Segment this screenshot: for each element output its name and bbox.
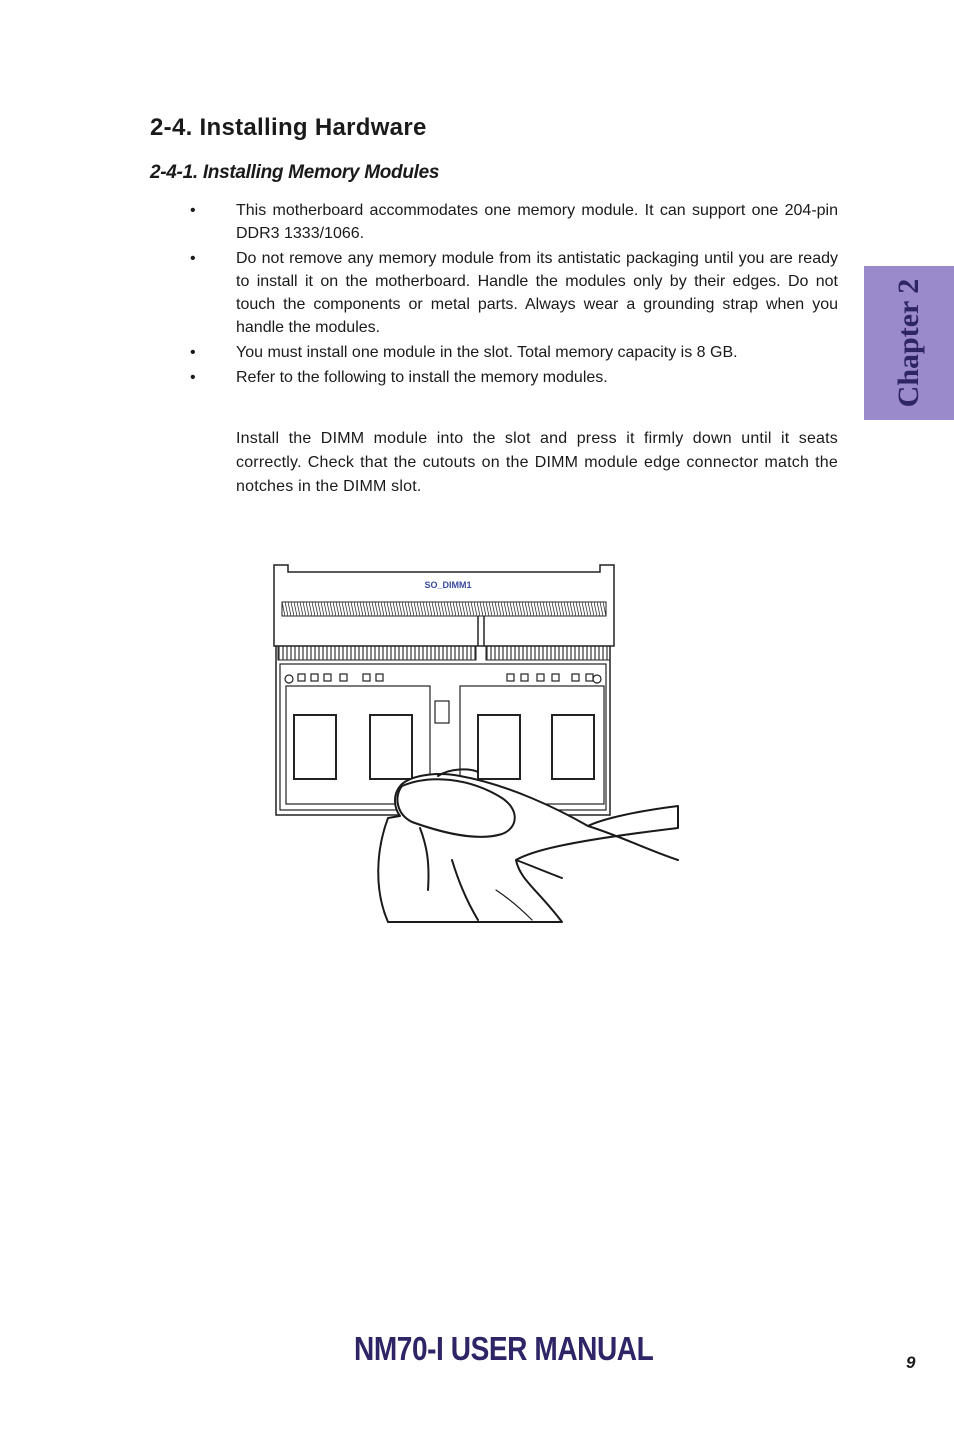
module-contacts-right [486, 646, 610, 660]
bullet-text: You must install one module in the slot. Total memory capacity is 8 GB. [236, 344, 738, 361]
bullet-text: Refer to the following to install the memory modules. [236, 369, 608, 386]
list-item [188, 366, 838, 389]
bullet-icon: • [190, 344, 196, 361]
bullet-text: Do not remove any memory module from its antistatic packaging until you are ready to install it on the motherboard. Handle the modules only by their edges. Do not touch the components or metal parts. Always wear a grounding strap when you handle the modules. [236, 250, 838, 336]
page-number: 9 [906, 1353, 916, 1372]
list-item [188, 341, 838, 364]
dimm-illustration [270, 560, 682, 926]
slot-label: SO_DIMM1 [424, 580, 472, 590]
list-item [188, 199, 838, 245]
module-contacts-left [278, 646, 476, 660]
bullet-text: This motherboard accommodates one memory module. It can support one 204-pin DDR3 1333/1066. [236, 202, 838, 242]
manual-title: NM70-I USER MANUAL [354, 1330, 654, 1367]
chapter-tab-label: Chapter 2 [892, 278, 925, 408]
subsection-title: 2-4-1. Installing Memory Modules [150, 162, 440, 183]
bullet-list [188, 199, 838, 391]
chapter-tab [864, 266, 954, 420]
slot-pins-top [282, 602, 606, 616]
section-title: 2-4. Installing Hardware [150, 114, 427, 141]
bullet-icon: • [190, 369, 196, 386]
dimm-installation-figure [270, 560, 682, 931]
instruction-paragraph: Install the DIMM module into the slot and press it firmly down until it seats correctly. Check that the cutouts on the DIMM module edge connector match the notches in the DIMM slot. [236, 430, 838, 495]
bullet-icon: • [190, 202, 196, 219]
bullet-icon: • [190, 250, 196, 267]
list-item [188, 247, 838, 339]
